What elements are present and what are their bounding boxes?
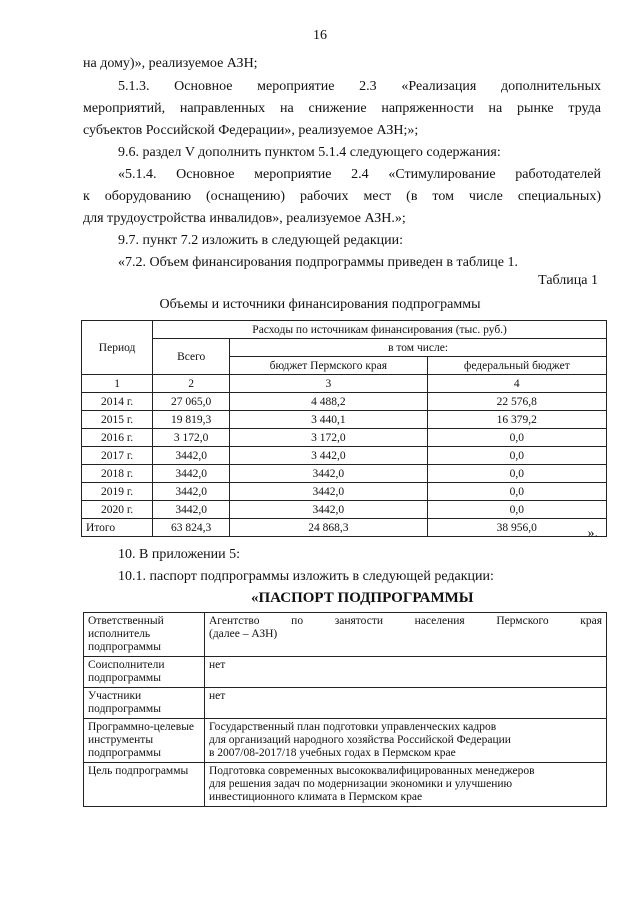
cell-total: 3442,0: [153, 483, 230, 501]
paragraph-5-1-4-line1: «5.1.4. Основное мероприятие 2.4 «Стимулирование работодателей: [118, 167, 601, 182]
passport-value-line: инвестиционного климата в Пермском крае: [209, 791, 423, 803]
passport-value: [205, 688, 607, 719]
passport-value: [205, 763, 607, 807]
cell-total: 27 065,0: [153, 393, 230, 411]
table-row: [82, 465, 607, 483]
passport-value-line: нет: [209, 690, 226, 702]
cell-federal: 0,0: [427, 465, 606, 483]
passport-value-line: Агентство по занятости населения Пермского края: [209, 615, 602, 627]
financing-table: [81, 320, 607, 537]
cell-total: 63 824,3: [153, 519, 230, 537]
passport-row: [84, 657, 607, 688]
passport-value-line: Подготовка современных высококвалифицированных менеджеров: [209, 765, 535, 777]
cell-regional: 24 868,3: [230, 519, 427, 537]
table-row: [82, 429, 607, 447]
paragraph-10: 10. В приложении 5:: [118, 547, 241, 562]
cell-total-label: Итого: [82, 519, 153, 537]
cell-federal: 0,0: [427, 429, 606, 447]
cell-period: 2017 г.: [82, 447, 153, 465]
cell-regional: 3 442,0: [230, 447, 427, 465]
col-num: 1: [82, 375, 153, 393]
cell-federal: 16 379,2: [427, 411, 606, 429]
passport-key: Программно-целевые инструменты подпрограммы: [84, 719, 205, 763]
paragraph-5-1-3-line2: мероприятий, направленных на снижение напряженности на рынке труда: [83, 101, 601, 116]
passport-title: «ПАСПОРТ ПОДПРОГРАММЫ: [251, 590, 474, 606]
table-total-row: [82, 519, 607, 537]
passport-key: Участники подпрограммы: [84, 688, 205, 719]
table-row: [82, 411, 607, 429]
header-including: в том числе:: [230, 339, 607, 357]
col-num: 2: [153, 375, 230, 393]
cell-total: 3442,0: [153, 501, 230, 519]
passport-value: [205, 719, 607, 763]
cell-period: 2015 г.: [82, 411, 153, 429]
header-federal-budget: федеральный бюджет: [427, 357, 606, 375]
passport-row: [84, 688, 607, 719]
passport-value-line: Государственный план подготовки управленческих кадров: [209, 721, 497, 733]
cell-regional: 3442,0: [230, 501, 427, 519]
table-row: [82, 483, 607, 501]
table-row: [82, 501, 607, 519]
cell-regional: 3442,0: [230, 465, 427, 483]
passport-value-line: для решения задач по модернизации экономики и улучшению: [209, 778, 513, 790]
passport-key: Цель подпрограммы: [84, 763, 205, 807]
header-total: Всего: [153, 339, 230, 375]
header-expenses: Расходы по источникам финансирования (тыс. руб.): [153, 321, 607, 339]
table-row: [82, 447, 607, 465]
table-title: Объемы и источники финансирования подпрограммы: [159, 297, 481, 312]
passport-value-line: (далее – АЗН): [209, 628, 278, 640]
paragraph-5-1-4-line3: для трудоустройства инвалидов», реализуемое АЗН.»;: [83, 211, 406, 226]
passport-value: [205, 613, 607, 657]
passport-value: [205, 657, 607, 688]
cell-federal: 0,0: [427, 447, 606, 465]
paragraph-continuation: на дому)», реализуемое АЗН;: [83, 56, 258, 71]
cell-federal: 0,0: [427, 483, 606, 501]
closing-quote: ».: [587, 526, 598, 541]
cell-total: 3 172,0: [153, 429, 230, 447]
paragraph-5-1-4-line2: к оборудованию (оснащению) рабочих мест (в том числе специальных): [83, 189, 601, 204]
table-row: [82, 393, 607, 411]
header-regional-budget: бюджет Пермского края: [230, 357, 427, 375]
paragraph-9-7: 9.7. пункт 7.2 изложить в следующей редакции:: [118, 233, 403, 248]
cell-total: 19 819,3: [153, 411, 230, 429]
passport-value-line: в 2007/08-2017/18 учебных годах в Пермском крае: [209, 747, 456, 759]
paragraph-5-1-3-line3: субъектов Российской Федерации», реализуемое АЗН;»;: [83, 123, 419, 138]
cell-period: 2019 г.: [82, 483, 153, 501]
cell-period: 2014 г.: [82, 393, 153, 411]
paragraph-9-6: 9.6. раздел V дополнить пунктом 5.1.4 следующего содержания:: [118, 145, 501, 160]
cell-regional: 4 488,2: [230, 393, 427, 411]
cell-regional: 3442,0: [230, 483, 427, 501]
cell-regional: 3 172,0: [230, 429, 427, 447]
cell-period: 2018 г.: [82, 465, 153, 483]
passport-value-line: нет: [209, 659, 226, 671]
passport-value-line: для организаций народного хозяйства Российской Федерации: [209, 734, 511, 746]
cell-federal: 22 576,8: [427, 393, 606, 411]
passport-key: Ответственный исполнитель подпрограммы: [84, 613, 205, 657]
paragraph-10-1: 10.1. паспорт подпрограммы изложить в следующей редакции:: [118, 569, 494, 584]
cell-federal: 0,0: [427, 501, 606, 519]
col-num: 4: [427, 375, 606, 393]
paragraph-7-2: «7.2. Объем финансирования подпрограммы приведен в таблице 1.: [118, 255, 518, 270]
page-number: 16: [313, 28, 327, 43]
column-number-row: [82, 375, 607, 393]
passport-row: [84, 613, 607, 657]
cell-regional: 3 440,1: [230, 411, 427, 429]
cell-period: 2016 г.: [82, 429, 153, 447]
cell-period: 2020 г.: [82, 501, 153, 519]
passport-table: [83, 612, 607, 807]
header-period: Период: [82, 321, 153, 375]
cell-federal: 38 956,0: [427, 519, 606, 537]
passport-key: Соисполнители подпрограммы: [84, 657, 205, 688]
paragraph-5-1-3-line1: 5.1.3. Основное мероприятие 2.3 «Реализация дополнительных: [118, 79, 601, 94]
col-num: 3: [230, 375, 427, 393]
cell-total: 3442,0: [153, 447, 230, 465]
cell-total: 3442,0: [153, 465, 230, 483]
passport-row: [84, 719, 607, 763]
passport-row: [84, 763, 607, 807]
table-label: Таблица 1: [538, 273, 598, 288]
